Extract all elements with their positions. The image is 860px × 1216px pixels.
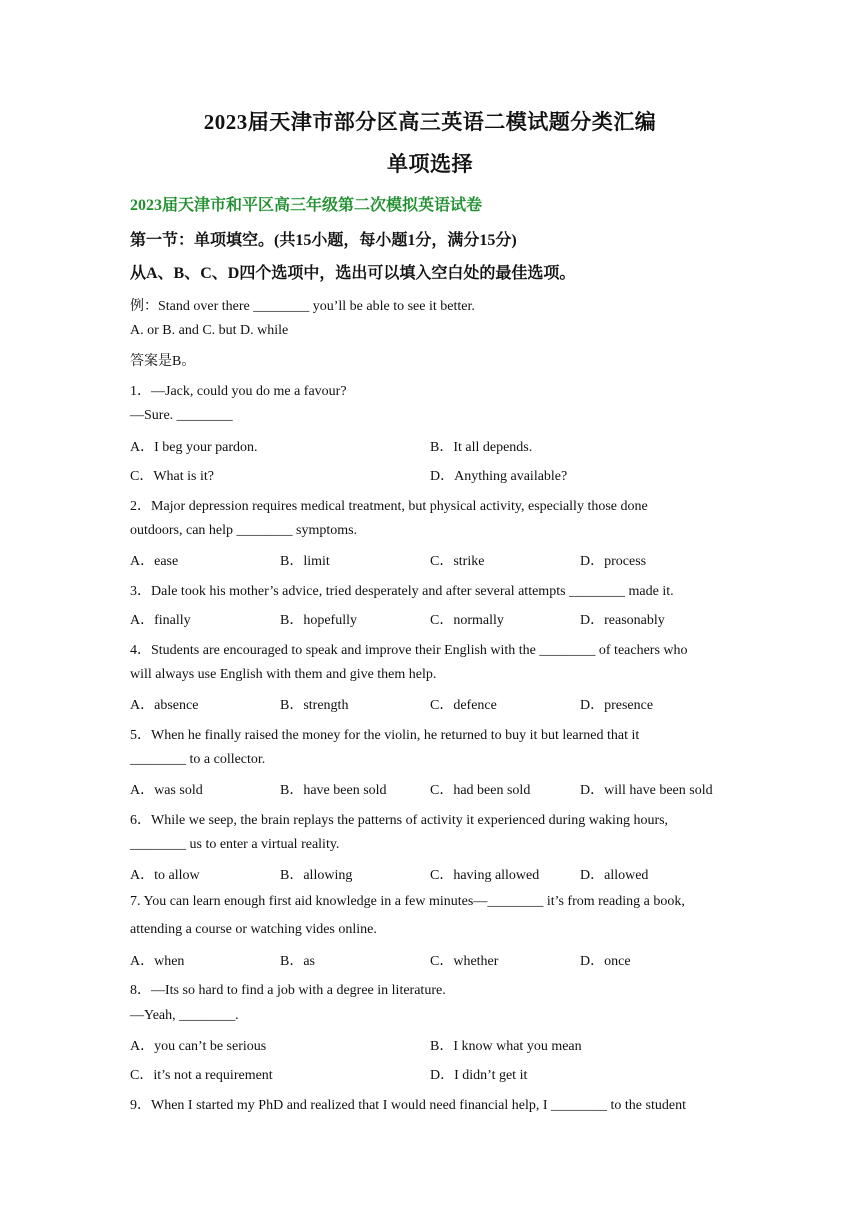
question-5-option-c: C．had been sold bbox=[430, 783, 531, 798]
question-1-line-2: —Sure. ________ bbox=[130, 408, 233, 423]
question-7-line-1: 7. You can learn enough first aid knowledge in a few minutes—________ it’s from reading a book, bbox=[130, 894, 685, 909]
question-1-option-b: B．It all depends. bbox=[430, 440, 533, 455]
example-stem: 例：Stand over there ________ you’ll be able to see it better. bbox=[130, 299, 475, 314]
document-title: 2023届天津市部分区高三英语二模试题分类汇编 bbox=[203, 110, 657, 134]
question-4-option-d: D．presence bbox=[580, 698, 654, 713]
question-8-option-b: B．I know what you mean bbox=[430, 1039, 582, 1054]
exam-name: 2023届天津市和平区高三年级第二次模拟英语试卷 bbox=[130, 197, 483, 214]
question-7-option-c: C．whether bbox=[430, 954, 499, 969]
question-1-option-d: D．Anything available? bbox=[430, 469, 568, 484]
question-2-option-d: D．process bbox=[580, 554, 647, 569]
question-6-line-1: 6．While we seep, the brain replays the patterns of activity it experienced during waking hours, bbox=[130, 813, 669, 828]
question-8-line-1: 8．—Its so hard to find a job with a degree in literature. bbox=[130, 983, 446, 998]
question-4-line-1: 4．Students are encouraged to speak and improve their English with the ________ of teachers who bbox=[130, 643, 688, 658]
question-2-line-2: outdoors, can help ________ symptoms. bbox=[130, 523, 358, 538]
question-5-option-b: B．have been sold bbox=[280, 783, 387, 798]
instruction: 从A、B、C、D四个选项中，选出可以填入空白处的最佳选项。 bbox=[130, 265, 576, 282]
question-8-option-d: D．I didn’t get it bbox=[430, 1068, 528, 1083]
question-8-line-2: —Yeah, ________. bbox=[130, 1008, 239, 1023]
question-2-option-b: B．limit bbox=[280, 554, 330, 569]
question-8-option-c: C．it’s not a requirement bbox=[130, 1068, 273, 1083]
question-7-line-2: attending a course or watching vides online. bbox=[130, 922, 377, 937]
question-2-line-1: 2．Major depression requires medical treatment, but physical activity, especially those done bbox=[130, 499, 648, 514]
question-5-line-2: ________ to a collector. bbox=[130, 752, 266, 767]
question-4-line-2: will always use English with them and give them help. bbox=[130, 667, 437, 682]
question-8-option-a: A．you can’t be serious bbox=[130, 1039, 267, 1054]
question-5-line-1: 5．When he finally raised the money for the violin, he returned to buy it but learned that it bbox=[130, 728, 640, 743]
question-2-option-c: C．strike bbox=[430, 554, 485, 569]
question-6-option-b: B．allowing bbox=[280, 868, 353, 883]
question-1-option-a: A．I beg your pardon. bbox=[130, 440, 258, 455]
example-options: A. or B. and C. but D. while bbox=[130, 323, 289, 338]
question-7-option-b: B．as bbox=[280, 954, 315, 969]
question-3-option-c: C．normally bbox=[430, 613, 504, 628]
question-6-option-a: A．to allow bbox=[130, 868, 200, 883]
question-7-option-a: A．when bbox=[130, 954, 185, 969]
question-5-option-a: A．was sold bbox=[130, 783, 203, 798]
example-answer: 答案是B。 bbox=[130, 354, 196, 369]
question-4-option-a: A．absence bbox=[130, 698, 199, 713]
question-1-line-1: 1．—Jack, could you do me a favour? bbox=[130, 384, 347, 399]
document-subtitle: 单项选择 bbox=[387, 152, 473, 176]
question-6-option-d: D．allowed bbox=[580, 868, 649, 883]
question-5-option-d: D．will have been sold bbox=[580, 783, 713, 798]
question-3-option-d: D．reasonably bbox=[580, 613, 665, 628]
question-4-option-c: C．defence bbox=[430, 698, 497, 713]
question-3-option-b: B．hopefully bbox=[280, 613, 357, 628]
question-3-option-a: A．finally bbox=[130, 613, 191, 628]
question-3-line-1: 3．Dale took his mother’s advice, tried desperately and after several attempts ________ made it. bbox=[130, 584, 674, 599]
question-2-option-a: A．ease bbox=[130, 554, 179, 569]
question-6-option-c: C．having allowed bbox=[430, 868, 540, 883]
section-heading: 第一节：单项填空。(共15小题，每小题1分，满分15分) bbox=[130, 232, 517, 249]
question-9-line-1: 9．When I started my PhD and realized that I would need financial help, I ________ to the student bbox=[130, 1098, 686, 1113]
question-7-option-d: D．once bbox=[580, 954, 631, 969]
question-4-option-b: B．strength bbox=[280, 698, 349, 713]
question-1-option-c: C．What is it? bbox=[130, 469, 214, 484]
question-6-line-2: ________ us to enter a virtual reality. bbox=[130, 837, 340, 852]
